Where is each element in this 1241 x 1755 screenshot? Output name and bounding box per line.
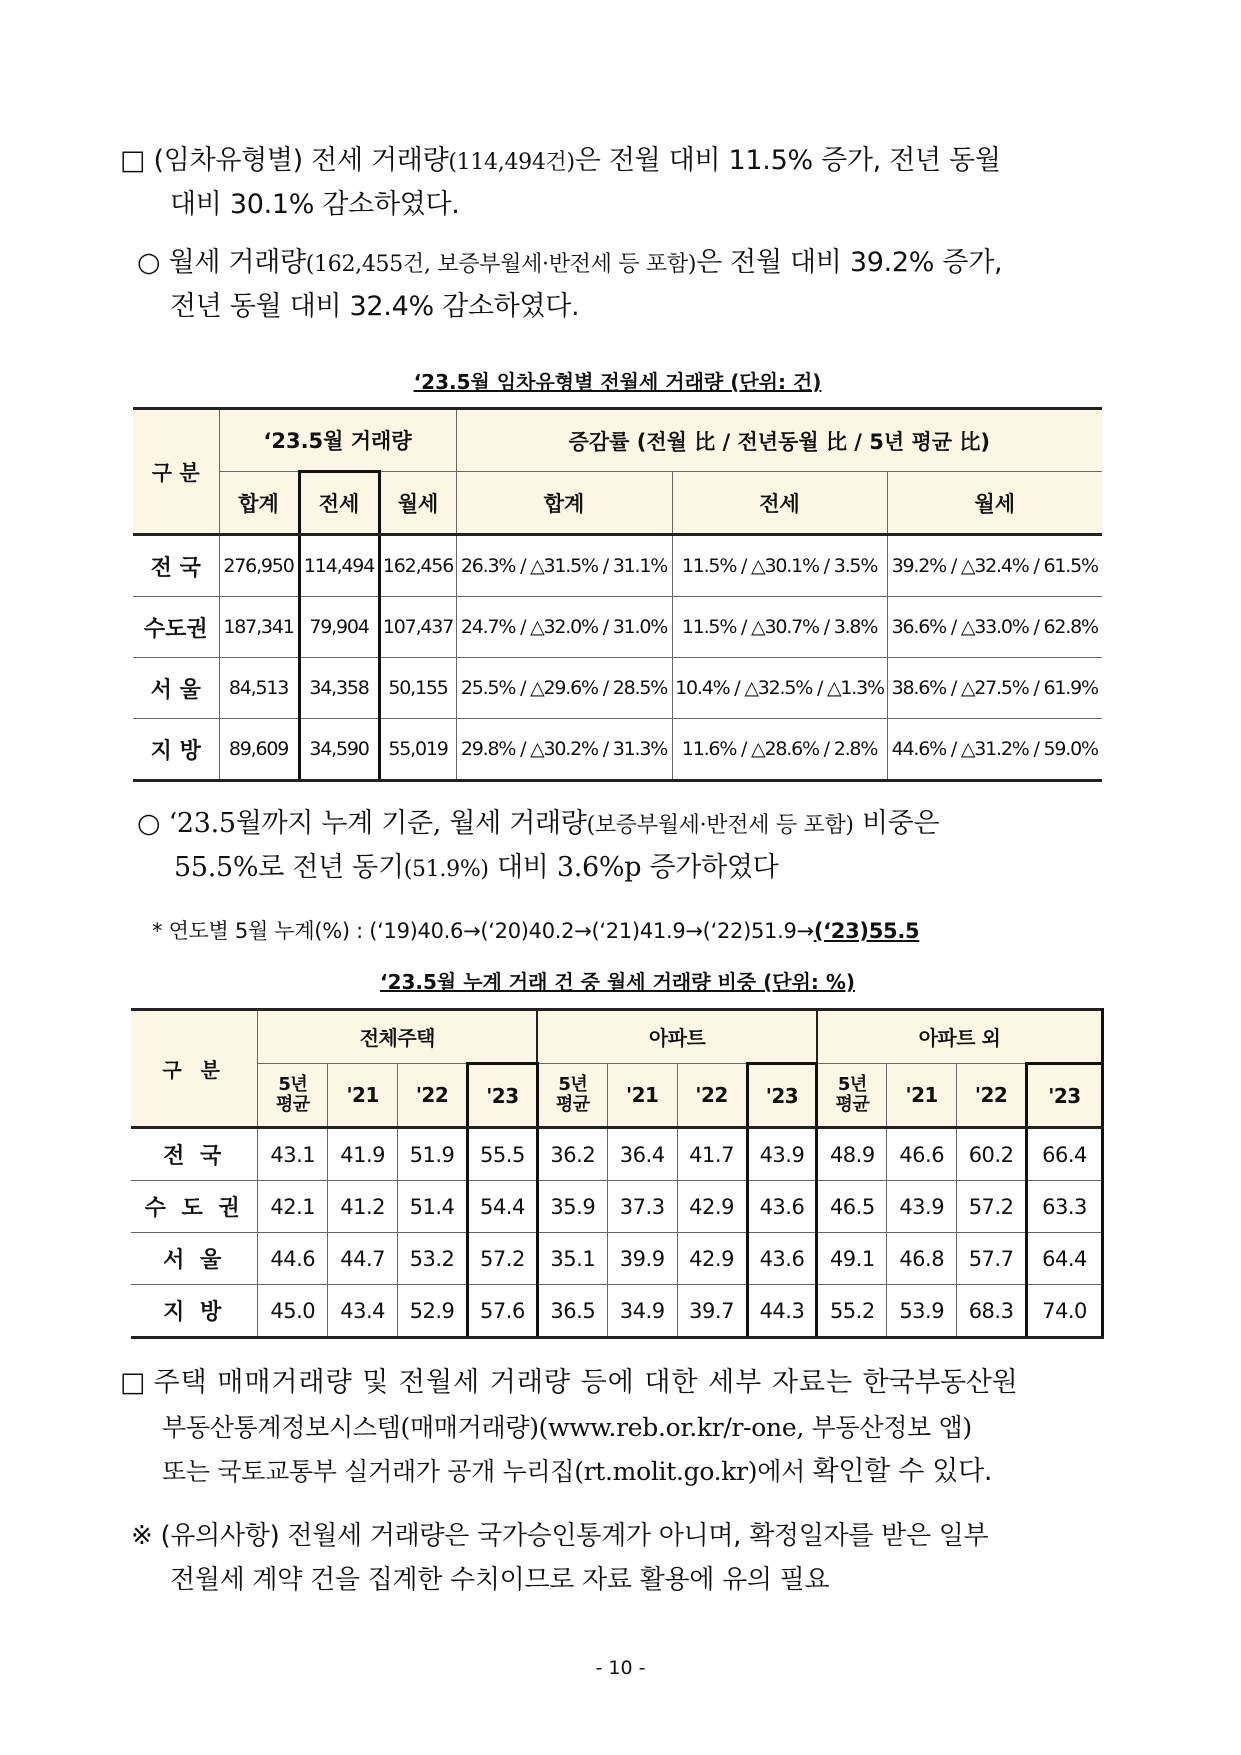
table-row — [131, 1128, 1103, 1181]
table-cell: 35.1 — [537, 1233, 607, 1285]
table-cell: 24.7% / △32.0% / 31.0% — [456, 597, 672, 658]
table-cell: 43.9 — [887, 1181, 957, 1233]
row-label: 전 국 — [133, 535, 219, 597]
table-cell: 43.9 — [747, 1128, 817, 1181]
table2-sub-avg: 5년 평균 — [537, 1064, 607, 1128]
table-cell: 63.3 — [1027, 1181, 1103, 1233]
table-cell: 36.5 — [537, 1285, 607, 1338]
bullet-circle: ○ — [137, 808, 161, 839]
table-cell: 57.2 — [957, 1181, 1027, 1233]
table1-corner: 구 분 — [133, 409, 219, 535]
table-cell: 89,609 — [219, 719, 299, 781]
table2-group-apt: 아파트 — [537, 1010, 817, 1064]
table1-sub-header: 월세 — [887, 472, 1102, 535]
table-cell: 53.9 — [887, 1285, 957, 1338]
table-cell: 114,494 — [299, 535, 379, 597]
table-cell: 25.5% / △29.6% / 28.5% — [456, 658, 672, 719]
table-cell: 39.9 — [607, 1233, 677, 1285]
para4-line2: 부동산통계정보시스템(매매거래량)(www.reb.or.kr/r-one, 부동산정보 앱) — [162, 1413, 972, 1442]
table2-sub-year: '22 — [957, 1064, 1027, 1128]
table-cell: 44.3 — [747, 1285, 817, 1338]
table-cell: 35.9 — [537, 1181, 607, 1233]
table-cell: 38.6% / △27.5% / 61.9% — [887, 658, 1102, 719]
row-label: 수도권 — [133, 597, 219, 658]
table-cell: 49.1 — [817, 1233, 887, 1285]
table-cell: 52.9 — [398, 1285, 468, 1338]
table2-group-nonapt: 아파트 외 — [817, 1010, 1103, 1064]
table2 — [131, 1008, 1104, 1339]
para3-line1: ○ ‘23.5월까지 누계 기준, 월세 거래량(보증부월세·반전세 등 포함) 비중은 — [137, 808, 940, 839]
table2-sub-year: '23 — [467, 1064, 537, 1128]
table2-sub-avg: 5년 평균 — [258, 1064, 328, 1128]
table-cell: 64.4 — [1027, 1233, 1103, 1285]
table-cell: 41.2 — [328, 1181, 398, 1233]
table-row — [133, 535, 1102, 597]
table-cell: 43.6 — [747, 1181, 817, 1233]
table-cell: 187,341 — [219, 597, 299, 658]
table-cell: 39.7 — [677, 1285, 747, 1338]
table2-sub-year: '23 — [1027, 1064, 1103, 1128]
para4-line3: 또는 국토교통부 실거래가 공개 누리집(rt.molit.go.kr)에서 확인할 수 있다. — [162, 1456, 993, 1487]
row-label: 지 방 — [131, 1285, 258, 1338]
table2-sub-year: '23 — [747, 1064, 817, 1128]
table1-sub-header: 전세 — [299, 472, 379, 535]
table-cell: 48.9 — [817, 1128, 887, 1181]
table-cell: 43.6 — [747, 1233, 817, 1285]
table-cell: 51.4 — [398, 1181, 468, 1233]
table-row — [131, 1181, 1103, 1233]
table-cell: 41.7 — [677, 1128, 747, 1181]
para5-line2: 전월세 계약 건을 집계한 수치이므로 자료 활용에 유의 필요 — [170, 1565, 830, 1595]
table-cell: 55,019 — [379, 719, 456, 781]
table-cell: 11.5% / △30.7% / 3.8% — [672, 597, 887, 658]
table-cell: 37.3 — [607, 1181, 677, 1233]
table-cell: 55.5 — [467, 1128, 537, 1181]
para1-line2: 대비 30.1% 감소하였다. — [170, 189, 460, 220]
table-cell: 44.7 — [328, 1233, 398, 1285]
table-cell: 36.6% / △33.0% / 62.8% — [887, 597, 1102, 658]
para2-line2: 전년 동월 대비 32.4% 감소하였다. — [170, 291, 580, 322]
table-row — [133, 597, 1102, 658]
table-cell: 41.9 — [328, 1128, 398, 1181]
table2-sub-year: '21 — [328, 1064, 398, 1128]
table2-group-all: 전체주택 — [258, 1010, 538, 1064]
para5-line1: ※ (유의사항) 전월세 거래량은 국가승인통계가 아니며, 확정일자를 받은 일부 — [131, 1521, 989, 1551]
table1-sub-header: 전세 — [672, 472, 887, 535]
table-cell: 68.3 — [957, 1285, 1027, 1338]
page-number: - 10 - — [595, 1657, 646, 1679]
row-label: 서 울 — [131, 1233, 258, 1285]
table-cell: 43.4 — [328, 1285, 398, 1338]
table-cell: 42.9 — [677, 1181, 747, 1233]
row-label: 서 울 — [133, 658, 219, 719]
table-cell: 60.2 — [957, 1128, 1027, 1181]
table-cell: 36.4 — [607, 1128, 677, 1181]
table1-caption: ‘23.5월 임차유형별 전월세 거래량 (단위: 건) — [413, 370, 822, 394]
table-cell: 57.6 — [467, 1285, 537, 1338]
table-cell: 46.5 — [817, 1181, 887, 1233]
table-cell: 29.8% / △30.2% / 31.3% — [456, 719, 672, 781]
para2-line1: ○ 월세 거래량(162,455건, 보증부월세·반전세 등 포함)은 전월 대비 39.2% 증가, — [137, 247, 1003, 278]
table-cell: 55.2 — [817, 1285, 887, 1338]
bullet-square: □ — [120, 1367, 146, 1398]
table-cell: 74.0 — [1027, 1285, 1103, 1338]
table1-group-volume: ‘23.5월 거래량 — [219, 409, 456, 472]
table-cell: 42.1 — [258, 1181, 328, 1233]
table-cell: 42.9 — [677, 1233, 747, 1285]
table-cell: 107,437 — [379, 597, 456, 658]
table2-sub-avg: 5년 평균 — [817, 1064, 887, 1128]
table1 — [133, 407, 1102, 782]
table2-corner: 구 분 — [131, 1010, 258, 1128]
table-cell: 46.8 — [887, 1233, 957, 1285]
table2-sub-year: '22 — [677, 1064, 747, 1128]
bullet-square: □ — [120, 145, 146, 176]
row-label: 수 도 권 — [131, 1181, 258, 1233]
table2-sub-year: '21 — [887, 1064, 957, 1128]
table1-sub-header: 월세 — [379, 472, 456, 535]
table-cell: 66.4 — [1027, 1128, 1103, 1181]
table-cell: 50,155 — [379, 658, 456, 719]
table-row — [133, 719, 1102, 781]
table-cell: 162,456 — [379, 535, 456, 597]
table-cell: 11.6% / △28.6% / 2.8% — [672, 719, 887, 781]
table-cell: 43.1 — [258, 1128, 328, 1181]
table-cell: 44.6 — [258, 1233, 328, 1285]
row-label: 지 방 — [133, 719, 219, 781]
para3-line2: 55.5%로 전년 동기(51.9%) 대비 3.6%p 증가하였다 — [174, 852, 779, 883]
table1-sub-header: 합계 — [219, 472, 299, 535]
table-cell: 36.2 — [537, 1128, 607, 1181]
table-cell: 84,513 — [219, 658, 299, 719]
table-cell: 11.5% / △30.1% / 3.5% — [672, 535, 887, 597]
table2-caption: ‘23.5월 누계 거래 건 중 월세 거래량 비중 (단위: %) — [379, 970, 856, 994]
table-row — [131, 1285, 1103, 1338]
bullet-circle: ○ — [137, 247, 161, 278]
table-row — [131, 1233, 1103, 1285]
table-cell: 54.4 — [467, 1181, 537, 1233]
para1-line1: □ (임차유형별) 전세 거래량(114,494건)은 전월 대비 11.5% 증가, 전년 동월 — [120, 145, 1001, 176]
table-cell: 39.2% / △32.4% / 61.5% — [887, 535, 1102, 597]
table-cell: 34.9 — [607, 1285, 677, 1338]
table-cell: 34,590 — [299, 719, 379, 781]
table-cell: 57.7 — [957, 1233, 1027, 1285]
table-cell: 44.6% / △31.2% / 59.0% — [887, 719, 1102, 781]
table-cell: 51.9 — [398, 1128, 468, 1181]
table-cell: 57.2 — [467, 1233, 537, 1285]
table2-sub-year: '22 — [398, 1064, 468, 1128]
table-cell: 26.3% / △31.5% / 31.1% — [456, 535, 672, 597]
table-row — [133, 658, 1102, 719]
para4-line1: □ 주택 매매거래량 및 전월세 거래량 등에 대한 세부 자료는 한국부동산원 — [120, 1367, 1018, 1398]
table2-sub-year: '21 — [607, 1064, 677, 1128]
table-cell: 79,904 — [299, 597, 379, 658]
table-cell: 276,950 — [219, 535, 299, 597]
table-cell: 45.0 — [258, 1285, 328, 1338]
note-yearly: * 연도별 5월 누계(%) : (‘19)40.6→(‘20)40.2→(‘21)41.9→(‘22)51.9→(‘23)55.5 — [152, 919, 920, 943]
table-cell: 34,358 — [299, 658, 379, 719]
table1-sub-header: 합계 — [456, 472, 672, 535]
table-cell: 10.4% / △32.5% / △1.3% — [672, 658, 887, 719]
note-mark: ※ — [131, 1521, 153, 1551]
table-cell: 46.6 — [887, 1128, 957, 1181]
table-cell: 53.2 — [398, 1233, 468, 1285]
row-label: 전 국 — [131, 1128, 258, 1181]
table1-group-rate: 증감률 (전월 比 / 전년동월 比 / 5년 평균 比) — [456, 409, 1102, 472]
